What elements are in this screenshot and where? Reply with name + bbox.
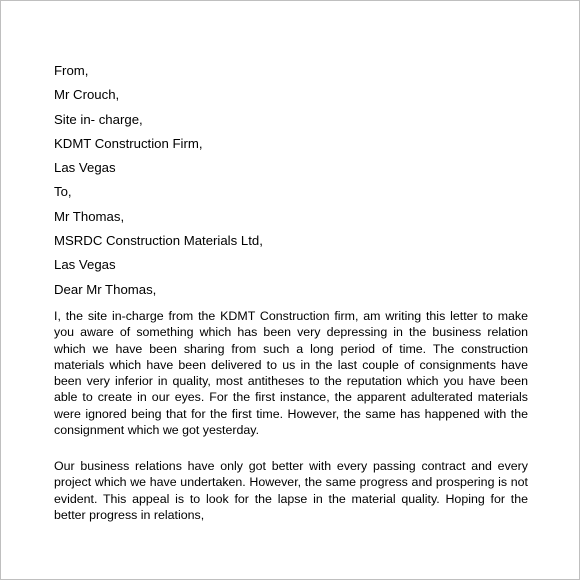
sender-company: KDMT Construction Firm, — [54, 135, 203, 151]
sender-name: Mr Crouch, — [54, 87, 120, 103]
recipient-company: MSRDC Construction Materials Ltd, — [54, 233, 263, 249]
sender-title: Site in- charge, — [54, 111, 143, 127]
body-paragraph-2: Our business relations have only got better with every passing contract and every project which we have undertaken. However, the same progress and prospering is not evident. This appeal is to look for the lapse in the material quality. Hoping for the better progress in relations, — [54, 459, 528, 522]
sender-city: Las Vegas — [54, 160, 116, 176]
letter-header — [54, 59, 263, 302]
body-paragraph-1: I, the site in-charge from the KDMT Construction firm, am writing this letter to make you aware of something which has been very depressing in the business relation which we have been sharing from such a long period of time. The construction materials which have been delivered to us in the last couple of consignments have been very inferior in quality, most antitheses to the reputation which you have been able to create in our eyes. For the first instance, the apparent adulterated materials were ignored being that for the first time. However, the same has happened with the consignment which we got yesterday. — [54, 309, 528, 438]
recipient-city: Las Vegas — [54, 257, 116, 273]
from-label: From, — [54, 63, 89, 78]
salutation: Dear Mr Thomas, — [54, 281, 157, 297]
recipient-name: Mr Thomas, — [54, 208, 125, 224]
to-label: To, — [54, 184, 72, 200]
